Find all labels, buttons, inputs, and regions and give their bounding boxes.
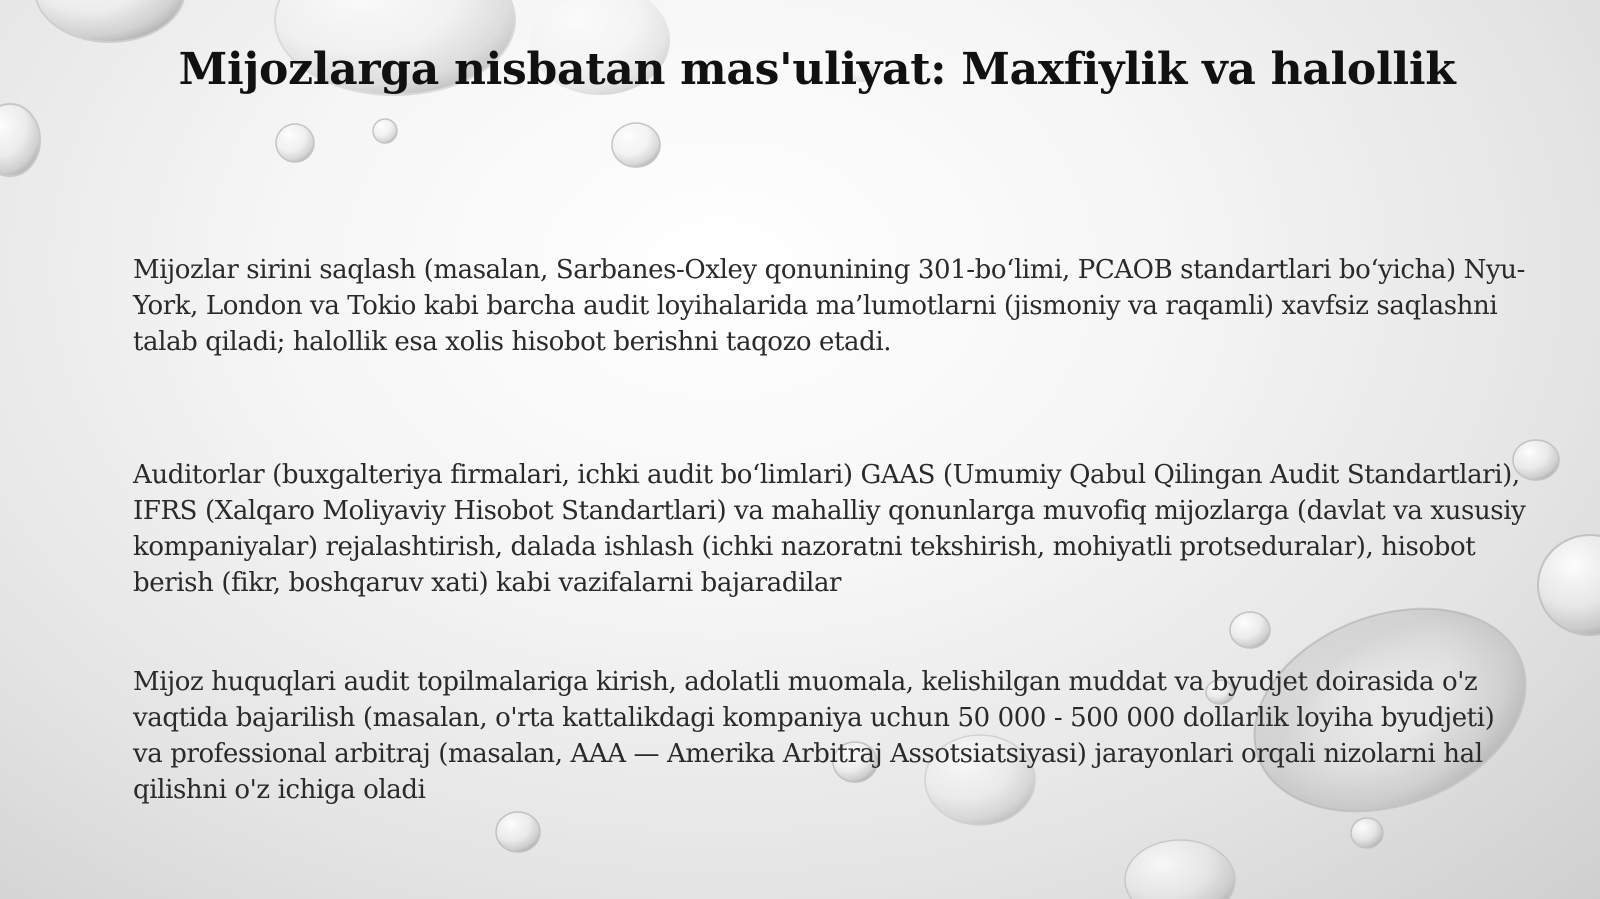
- water-drop: [0, 104, 40, 176]
- water-drop: [276, 124, 314, 162]
- water-drop: [1125, 840, 1235, 899]
- water-drop: [373, 119, 397, 143]
- water-drop: [35, 0, 185, 42]
- water-drop: [1351, 818, 1383, 848]
- water-drop: [612, 123, 660, 167]
- slide-title: Mijozlarga nisbatan mas'uliyat: Maxfiylik va halollik: [178, 44, 1456, 95]
- water-drop: [1538, 535, 1600, 635]
- water-drop: [1230, 612, 1270, 648]
- paragraph-client-rights: Mijoz huquqlari audit topilmalariga kirish, adolatli muomala, kelishilgan muddat va byudjet doirasida o'z vaqtida bajarilish (masalan, o'rta kattalikdagi kompaniya uchun 50 000 - 500 000 dollarlik loyiha byudjeti) va professional arbitraj (masalan, AAA — Amerika Arbitraj Assotsiatsiyasi) jarayonlari orqali nizolarni hal qilishni o'z ichiga oladi: [133, 667, 1495, 805]
- water-drop: [496, 812, 540, 852]
- paragraph-auditors-duties: Auditorlar (buxgalteriya firmalari, ichki audit bo‘limlari) GAAS (Umumiy Qabul Qilingan Audit Standartlari), IFRS (Xalqaro Moliyaviy Hisobot Standartlari) va mahalliy qonunlarga muvofiq mijozlarga (davlat va xususiy kompaniyalar) rejalashtirish, dalada ishlash (ichki nazoratni tekshirish, mohiyatli protseduralar), hisobot berish (fikr, boshqaruv xati) kabi vazifalarni bajaradilar: [133, 460, 1526, 598]
- paragraph-confidentiality: Mijozlar sirini saqlash (masalan, Sarbanes-Oxley qonunining 301-bo‘limi, PCAOB standartlari bo‘yicha) Nyu-York, London va Tokio kabi barcha audit loyihalarida ma’lumotlarni (jismoniy va raqamli) xavfsiz saqlashni talab qiladi; halollik esa xolis hisobot berishni taqozo etadi.: [133, 255, 1526, 357]
